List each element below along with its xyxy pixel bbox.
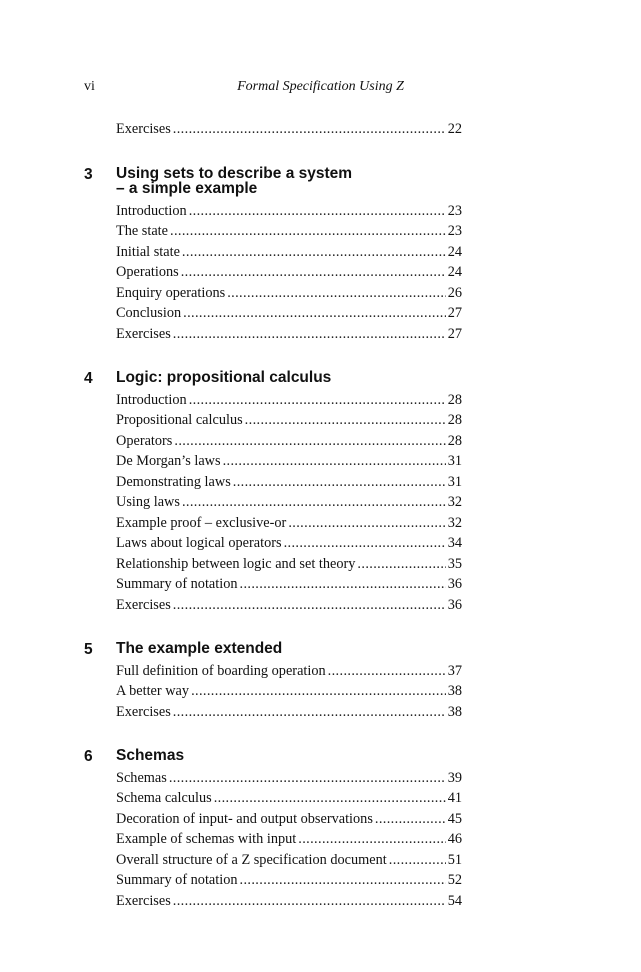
toc-entry: [116, 891, 462, 912]
toc-leader-dots: [173, 324, 446, 345]
toc-entry: [116, 262, 462, 283]
toc-entry-page: 32: [447, 514, 462, 531]
toc-entry: [116, 242, 462, 263]
toc-entry: [116, 702, 462, 723]
toc-entry: [116, 768, 462, 789]
chapter-title-line: The example extended: [116, 640, 283, 657]
toc-entry-title: Propositional calculus: [116, 412, 243, 428]
toc-entry: [116, 201, 462, 222]
toc-entry: [116, 870, 462, 891]
toc-leader-dots: [245, 410, 446, 431]
chapter-title: [116, 166, 476, 201]
chapter-section: [0, 641, 641, 722]
toc-entry-title: Decoration of input- and output observations: [116, 810, 373, 827]
toc-entry-page: 28: [447, 391, 462, 408]
toc-leader-dots: [223, 451, 446, 472]
toc-entry-title: Enquiry operations: [116, 284, 226, 301]
toc-entry-page: 27: [447, 305, 462, 321]
toc-leader-dots: [170, 221, 446, 242]
toc-entry-page: 52: [447, 872, 462, 888]
toc-leader-dots: [288, 513, 445, 534]
toc-entry-page: 23: [447, 223, 462, 239]
toc-entry: [116, 681, 462, 702]
toc-entry-page: 27: [447, 325, 462, 342]
toc-entry-title: Operations: [116, 264, 179, 280]
toc-entry: [116, 788, 462, 809]
toc-entry-title: A better way: [116, 683, 190, 699]
toc-entry: [116, 390, 462, 411]
toc-entry: [116, 221, 462, 242]
toc-entry: [116, 303, 462, 324]
chapter-section: [0, 166, 641, 345]
toc-entry-page: 39: [447, 769, 462, 786]
toc-entry: [116, 451, 462, 472]
chapter-heading: [0, 641, 641, 661]
chapter-section: [0, 370, 641, 615]
toc-entry-page: 24: [447, 243, 462, 260]
toc-entry-title: Summary of notation: [116, 576, 238, 592]
toc-entry: [116, 574, 462, 595]
toc-entry-page: 54: [447, 892, 462, 909]
toc-leader-dots: [189, 201, 446, 222]
toc-entry-title: Using laws: [116, 494, 180, 510]
toc-entry-title: Introduction: [116, 391, 187, 408]
toc-entry-title: Initial state: [116, 243, 180, 260]
chapter-title: [116, 641, 476, 661]
toc-entry-title: Exercises: [116, 892, 171, 909]
toc-leader-dots: [169, 768, 446, 789]
chapter-heading: [0, 166, 641, 201]
toc-entry: [116, 533, 462, 554]
toc-entry-title: Laws about logical operators: [116, 535, 282, 551]
chapter-section: [0, 748, 641, 911]
toc-leader-dots: [189, 390, 446, 411]
chapter-heading: [0, 748, 641, 768]
table-of-contents: [0, 119, 641, 911]
toc-entry: [116, 554, 462, 575]
toc-entry-page: 36: [447, 596, 462, 613]
toc-leader-dots: [328, 661, 446, 682]
toc-entry-title: Operators: [116, 432, 173, 449]
toc-entry-title: The state: [116, 223, 169, 239]
toc-entry: [116, 324, 462, 345]
toc-entry: [116, 513, 462, 534]
toc-entry: [116, 492, 462, 513]
toc-leader-dots: [357, 554, 445, 575]
toc-leader-dots: [182, 492, 446, 513]
toc-leader-dots: [191, 681, 446, 702]
chapter-title-line: – a simple example: [116, 180, 258, 197]
chapter-heading: [0, 370, 641, 390]
toc-entry-title: Exercises: [116, 325, 171, 342]
toc-entry-title: Overall structure of a Z specification document: [116, 851, 387, 868]
chapter-number: 3: [84, 165, 93, 183]
toc-leader-dots: [182, 242, 446, 263]
toc-entry: [116, 472, 462, 493]
toc-entry-title: Example proof – exclusive-or: [116, 514, 287, 531]
toc-entry-page: 28: [447, 432, 462, 449]
toc-entry: [116, 119, 462, 140]
toc-entry-page: 46: [447, 831, 462, 847]
toc-entry-page: 23: [447, 202, 462, 219]
toc-entry: [116, 431, 462, 452]
toc-leader-dots: [181, 262, 446, 283]
toc-leader-dots: [173, 595, 446, 616]
toc-entry-page: 45: [447, 810, 462, 827]
chapter-title-line: Logic: propositional calculus: [116, 369, 332, 386]
toc-entry-title: Exercises: [116, 121, 171, 137]
toc-entry: [116, 829, 462, 850]
chapter-title: [116, 370, 476, 390]
toc-entry-page: 22: [447, 121, 462, 137]
toc-entry-page: 26: [447, 284, 462, 301]
toc-leader-dots: [240, 574, 446, 595]
toc-leader-dots: [375, 809, 446, 830]
toc-entry-title: Conclusion: [116, 305, 182, 321]
toc-entry-title: Schema calculus: [116, 790, 212, 806]
toc-entry: [116, 661, 462, 682]
toc-entry-page: 38: [447, 703, 462, 720]
chapter-title-line: Schemas: [116, 747, 185, 764]
chapter-number: 6: [84, 748, 93, 765]
toc-leader-dots: [233, 472, 446, 493]
toc-leader-dots: [284, 533, 446, 554]
toc-entry-page: 24: [447, 264, 462, 280]
toc-leader-dots: [174, 431, 445, 452]
toc-entry-title: Schemas: [116, 769, 167, 786]
toc-entry-page: 32: [447, 494, 462, 510]
toc-entry-title: De Morgan’s laws: [116, 453, 221, 469]
chapter-number: 4: [84, 370, 93, 387]
toc-entry: [116, 595, 462, 616]
chapter-title: [116, 748, 476, 768]
chapter-title-line: Using sets to describe a system: [116, 164, 353, 182]
toc-leader-dots: [240, 870, 446, 891]
toc-entry-page: 36: [447, 576, 462, 592]
toc-leader-dots: [173, 119, 446, 140]
toc-leader-dots: [173, 891, 446, 912]
toc-leader-dots: [214, 788, 446, 809]
toc-entry-title: Summary of notation: [116, 872, 238, 888]
toc-leader-dots: [173, 702, 446, 723]
toc-leader-dots: [389, 850, 446, 871]
running-title: Formal Specification Using Z: [237, 79, 404, 94]
page-number: vi: [84, 79, 95, 94]
toc-entry-page: 28: [447, 412, 462, 428]
toc-leader-dots: [227, 283, 446, 304]
toc-entry: [116, 410, 462, 431]
toc-leader-dots: [298, 829, 445, 850]
toc-entry-page: 31: [447, 453, 462, 469]
toc-entry-page: 38: [447, 683, 462, 699]
toc-leader-dots: [183, 303, 446, 324]
toc-entry-page: 31: [447, 473, 462, 490]
toc-entry: [116, 809, 462, 830]
toc-entry-title: Exercises: [116, 703, 171, 720]
toc-entry-title: Relationship between logic and set theory: [116, 555, 356, 572]
toc-entry: [116, 850, 462, 871]
toc-entry-page: 34: [447, 535, 462, 551]
toc-entry-title: Introduction: [116, 202, 187, 219]
toc-entry-title: Exercises: [116, 596, 171, 613]
toc-entry-page: 41: [447, 790, 462, 806]
toc-entry-page: 37: [447, 662, 462, 679]
chapter-number: 5: [84, 641, 93, 658]
toc-entry: [116, 283, 462, 304]
toc-entry-page: 51: [447, 851, 462, 868]
toc-entry-title: Demonstrating laws: [116, 473, 231, 490]
toc-entry-title: Full definition of boarding operation: [116, 662, 326, 679]
toc-entry-page: 35: [447, 555, 462, 572]
toc-entry-title: Example of schemas with input: [116, 831, 297, 847]
